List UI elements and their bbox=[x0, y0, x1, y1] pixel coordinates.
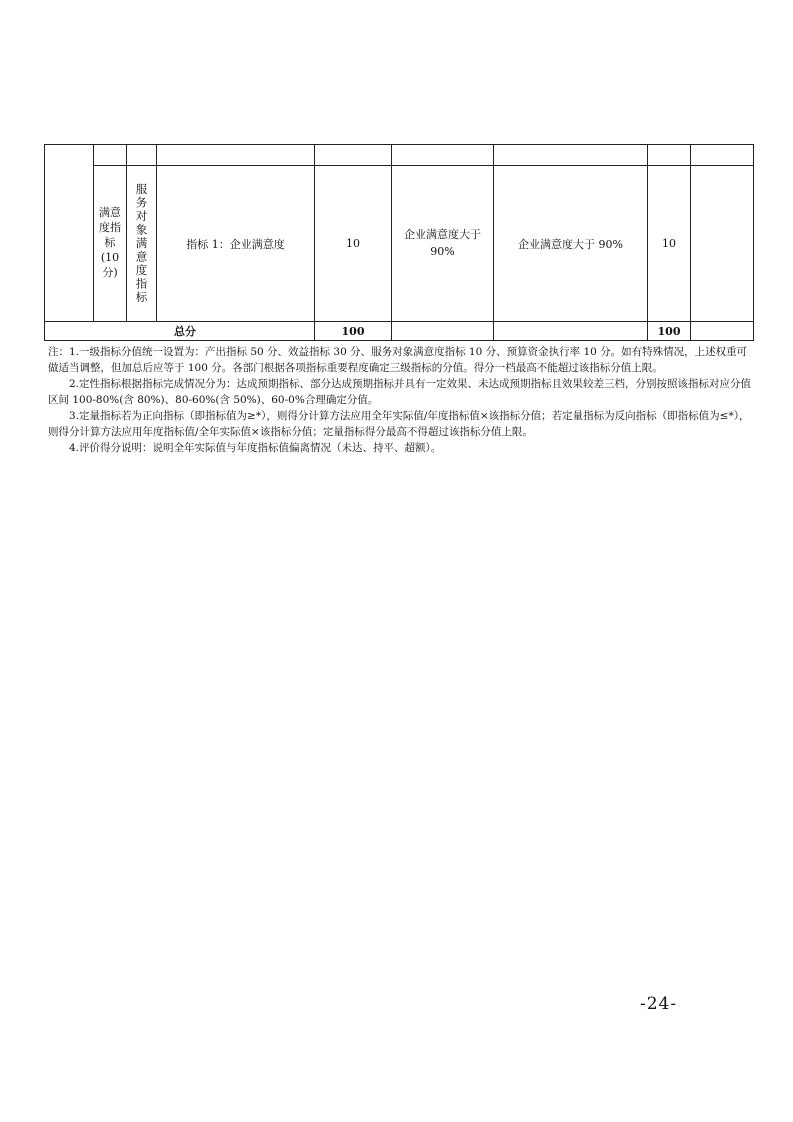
table-cell-blank bbox=[494, 145, 648, 166]
indicator-name-cell: 指标 1：企业满意度 bbox=[157, 166, 315, 322]
table-cell-blank bbox=[648, 145, 691, 166]
table-cell-blank bbox=[94, 145, 127, 166]
table-cell-blank bbox=[494, 322, 648, 341]
table-cell-blank bbox=[691, 145, 754, 166]
page-number: -24- bbox=[640, 994, 678, 1014]
satisfaction-category-cell bbox=[94, 166, 127, 322]
table-cell-blank bbox=[127, 145, 157, 166]
total-label-cell: 总分 bbox=[45, 322, 315, 341]
note-3: 3.定量指标若为正向指标（即指标值为≥*），则得分计算方法应用全年实际值/年度指标值×该指标分值；若定量指标为反向指标（即指标值为≤*），则得分计算方法应用年度指标值/全年实际值×该指标分值；定量指标得分最高不得超过该指标分值上限。 bbox=[48, 410, 750, 438]
total-score-cell: 100 bbox=[648, 322, 691, 341]
table-cell-blank bbox=[45, 145, 94, 322]
performance-table bbox=[44, 144, 754, 341]
indicator-score-cell: 10 bbox=[648, 166, 691, 322]
indicator-weight-cell: 10 bbox=[315, 166, 392, 322]
total-weight-cell: 100 bbox=[315, 322, 392, 341]
service-object-category-cell bbox=[127, 166, 157, 322]
table-cell-blank bbox=[315, 145, 392, 166]
note-2: 2.定性指标根据指标完成情况分为：达成预期指标、部分达成预期指标并具有一定效果、未达成预期指标且效果较差三档，分别按照该指标对应分值区间 100-80%(含 80%)、80-60%(含 50%)、60-0%合理确定分值。 bbox=[48, 378, 752, 406]
table-cell-blank bbox=[392, 322, 494, 341]
note-1: 注：1.一级指标分值统一设置为：产出指标 50 分、效益指标 30 分、服务对象满意度指标 10 分、预算资金执行率 10 分。如有特殊情况，上述权重可做适当调整，但加总后应等于 100 分。各部门根据各项指标重要程度确定三级指标的分值。得分一档最高不能超过该指标分值上限。 bbox=[48, 346, 748, 374]
table-row-total bbox=[45, 322, 754, 341]
satisfaction-category-label: 满意度指标(10分) bbox=[99, 206, 121, 279]
indicator-actual-cell: 企业满意度大于 90% bbox=[494, 166, 648, 322]
service-object-category-label: 服务对象满意度指标 bbox=[134, 182, 149, 305]
note-4: 4.评价得分说明：说明全年实际值与年度指标值偏离情况（未达、持平、超额）。 bbox=[69, 442, 442, 454]
table-cell-blank bbox=[691, 166, 754, 322]
table-row-satisfaction bbox=[45, 166, 754, 322]
table-cell-blank bbox=[392, 145, 494, 166]
table-cell-blank bbox=[157, 145, 315, 166]
notes-section bbox=[48, 344, 754, 456]
table-row-empty bbox=[45, 145, 754, 166]
indicator-target-cell: 企业满意度大于 90% bbox=[392, 166, 494, 322]
table-cell-blank bbox=[691, 322, 754, 341]
